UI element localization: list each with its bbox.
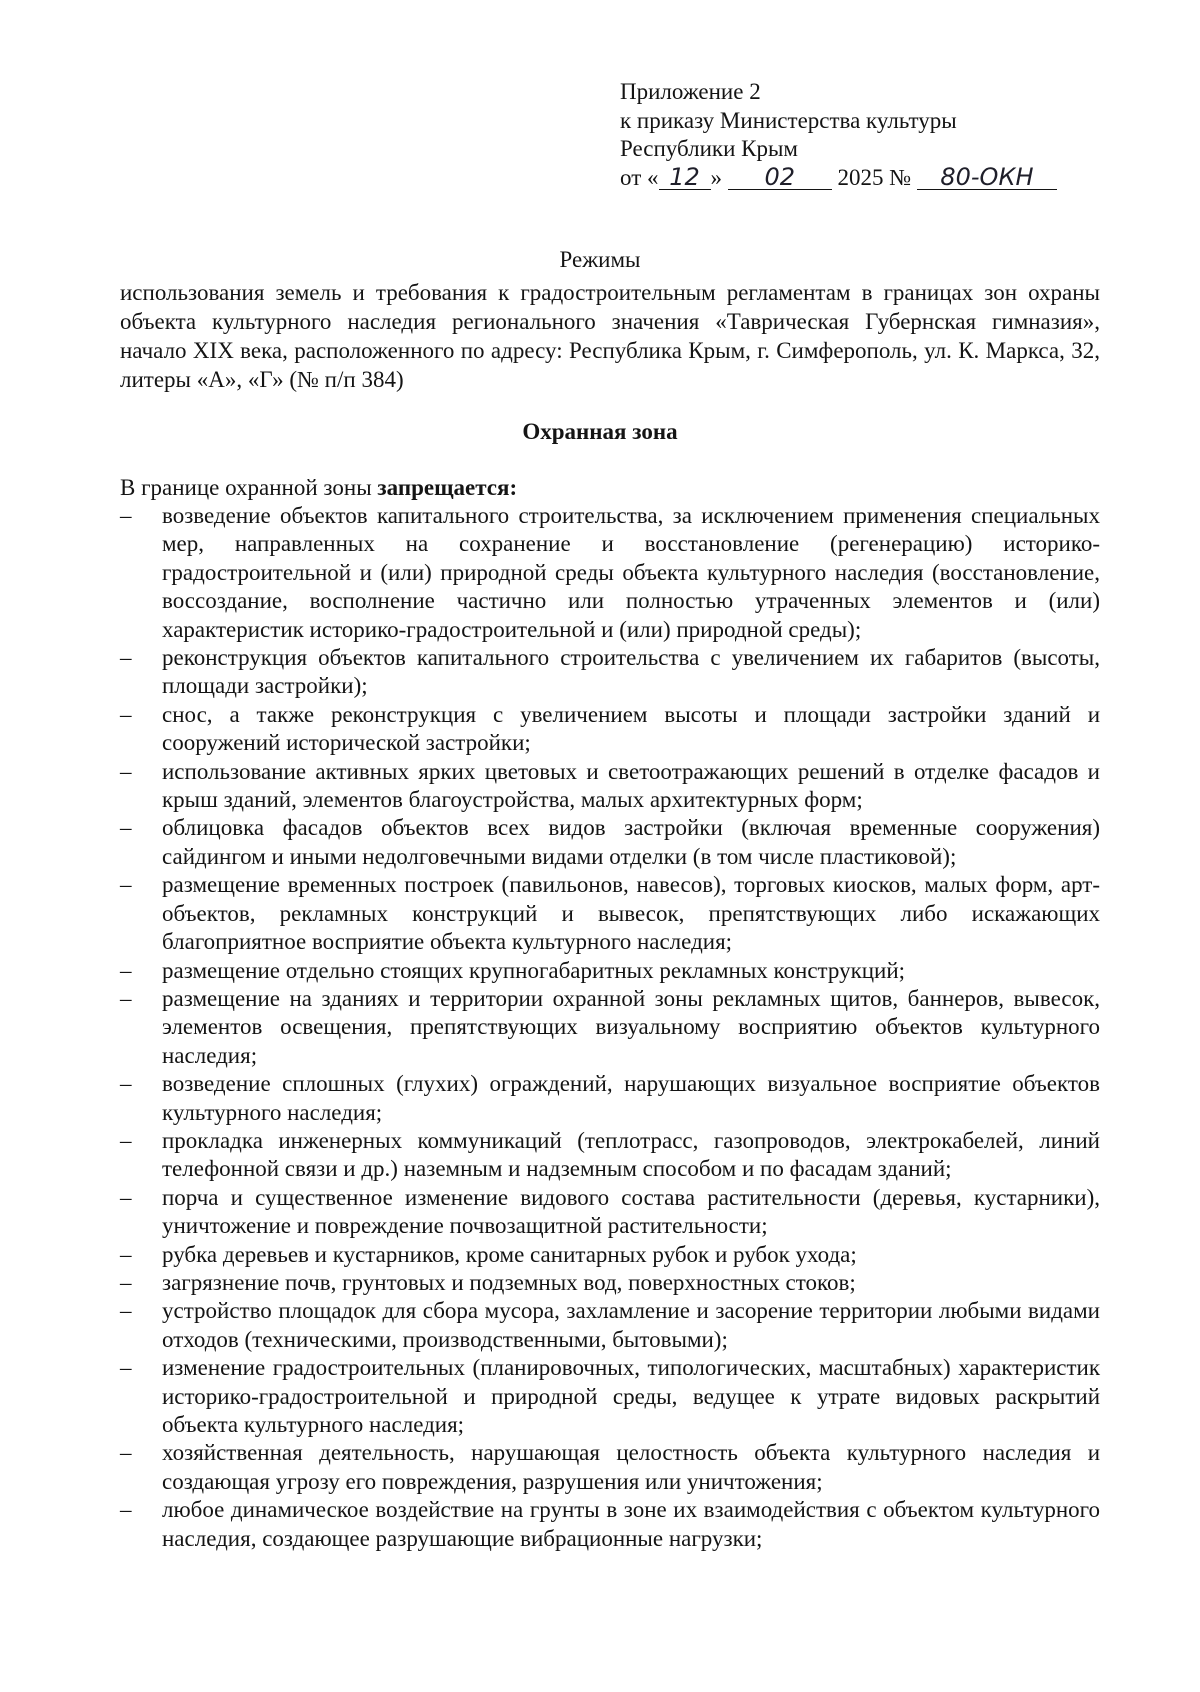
list-item [120,1241,1100,1269]
list-item [120,1496,1100,1553]
list-item-text: снос, а также реконструкция с увеличением высоты и площади застройки зданий и сооружений исторической застройки; [162,701,1100,756]
appendix-number: Приложение 2 [620,79,761,104]
dash-bullet: – [120,1355,132,1381]
document-subtitle: использования земель и требования к градостроительным регламентам в границах зон охраны объекта культурного наследия регионального значения «Таврическая Губернская гимназия», начало XIX века, расположенного по адресу: Республика Крым, г. Симферополь, ул. К. Маркса, 32, литеры «А», «Г» (№ п/п 384) [120,280,1100,392]
dash-bullet: – [120,815,132,841]
date-prefix: от « [620,164,659,190]
list-item-text: размещение отдельно стоящих крупногабаритных рекламных конструкций; [162,957,906,983]
dash-bullet: – [120,1184,132,1210]
intro-bold: запрещается: [377,475,518,500]
appendix-region: Республики Крым [620,136,798,161]
list-item [120,957,1100,985]
list-item-text: размещение на зданиях и территории охранной зоны рекламных щитов, баннеров, вывесок, элементов освещения, препятствующих визуальному восприятию объектов культурного наследия; [162,985,1100,1068]
list-item [120,1269,1100,1297]
handwritten-order-number: 80-ОКН [917,165,1057,190]
handwritten-month: 02 [728,165,832,190]
list-item [120,758,1100,815]
handwritten-day: 12 [659,165,711,190]
appendix-date-line [620,164,1140,193]
date-mid: » [710,164,722,190]
list-item [120,1184,1100,1241]
list-item [120,1070,1100,1127]
list-item-text: возведение объектов капитального строительства, за исключением применения специальных мер, направленных на сохранение и восстановление (регенерацию) историко-градостроительной и (или) природной среды объекта культурного наследия (восстановление, воссоздание, восполнение частично или полностью утраченных элементов и (или) характеристик историко-градостроительной и (или) природной среды); [162,503,1100,642]
list-item-text: прокладка инженерных коммуникаций (теплотрасс, газопроводов, электрокабелей, линий телефонной связи и др.) наземным и надземным способом и по фасадам зданий; [162,1127,1100,1182]
prohibitions-list [120,502,1100,1553]
list-item-text: любое динамическое воздействие на грунты в зоне их взаимодействия с объектом культурного наследия, создающее разрушающие вибрационные нагрузки; [162,1497,1100,1551]
dash-bullet: – [120,1071,132,1097]
dash-bullet: – [120,1127,132,1153]
dash-bullet: – [120,645,132,671]
list-item-text: реконструкция объектов капитального строительства с увеличением их габаритов (высоты, площади застройки); [162,645,1100,699]
dash-bullet: – [120,1298,132,1324]
dash-bullet: – [120,1497,132,1523]
list-item [120,644,1100,701]
list-item-text: рубка деревьев и кустарников, кроме санитарных рубок и рубок ухода; [162,1241,857,1267]
dash-bullet: – [120,1440,132,1466]
appendix-block [620,78,1140,192]
intro-paragraph [120,474,1100,502]
appendix-order-ref: к приказу Министерства культуры [620,107,957,133]
list-item-text: устройство площадок для сбора мусора, захламление и засорение территории любыми видами отходов (техническими, производственными, бытовыми); [162,1298,1100,1352]
dash-bullet: – [120,957,132,983]
dash-bullet: – [120,985,132,1011]
zone-heading: Охранная зона [522,419,678,444]
list-item-text: размещение временных построек (павильонов, навесов), торговых киосков, малых форм, арт-объектов, рекламных конструкций и вывесок, препятствующих либо искажающих благоприятное восприятие объекта культурного наследия; [162,872,1100,955]
dash-bullet: – [120,701,132,727]
year-and-number-label: 2025 № [837,164,912,190]
dash-bullet: – [120,1241,132,1267]
list-item-text: изменение градостроительных (планировочных, типологических, масштабных) характеристик историко-градостроительной и природной среды, ведущее к утрате видовых раскрытий объекта культурного наследия; [162,1355,1100,1437]
list-item [120,1354,1100,1439]
list-item [120,701,1100,758]
list-item-text: использование активных ярких цветовых и светоотражающих решений в отделке фасадов и крыш зданий, элементов благоустройства, малых архитектурных форм; [162,758,1100,813]
list-item-text: порча и существенное изменение видового состава растительности (деревья, кустарники), уничтожение и повреждение почвозащитной растительности; [162,1184,1100,1239]
list-item [120,1297,1100,1354]
dash-bullet: – [120,758,132,784]
list-item-text: хозяйственная деятельность, нарушающая целостность объекта культурного наследия и создающая угрозу его повреждения, разрушения или уничтожения; [162,1440,1100,1494]
list-item-text: возведение сплошных (глухих) ограждений, нарушающих визуальное восприятие объектов культурного наследия; [162,1071,1100,1125]
list-item [120,985,1100,1070]
dash-bullet: – [120,872,132,898]
list-item [120,871,1100,956]
list-item [120,814,1100,871]
document-title: Режимы [559,247,641,272]
dash-bullet: – [120,1269,132,1295]
list-item [120,502,1100,644]
intro-text: В границе охранной зоны [120,475,378,500]
list-item-text: облицовка фасадов объектов всех видов застройки (включая временные сооружения) сайдингом и иными недолговечными видами отделки (в том числе пластиковой); [162,815,1100,869]
list-item [120,1127,1100,1184]
list-item [120,1439,1100,1496]
list-item-text: загрязнение почв, грунтовых и подземных вод, поверхностных стоков; [162,1269,856,1295]
dash-bullet: – [120,503,132,528]
